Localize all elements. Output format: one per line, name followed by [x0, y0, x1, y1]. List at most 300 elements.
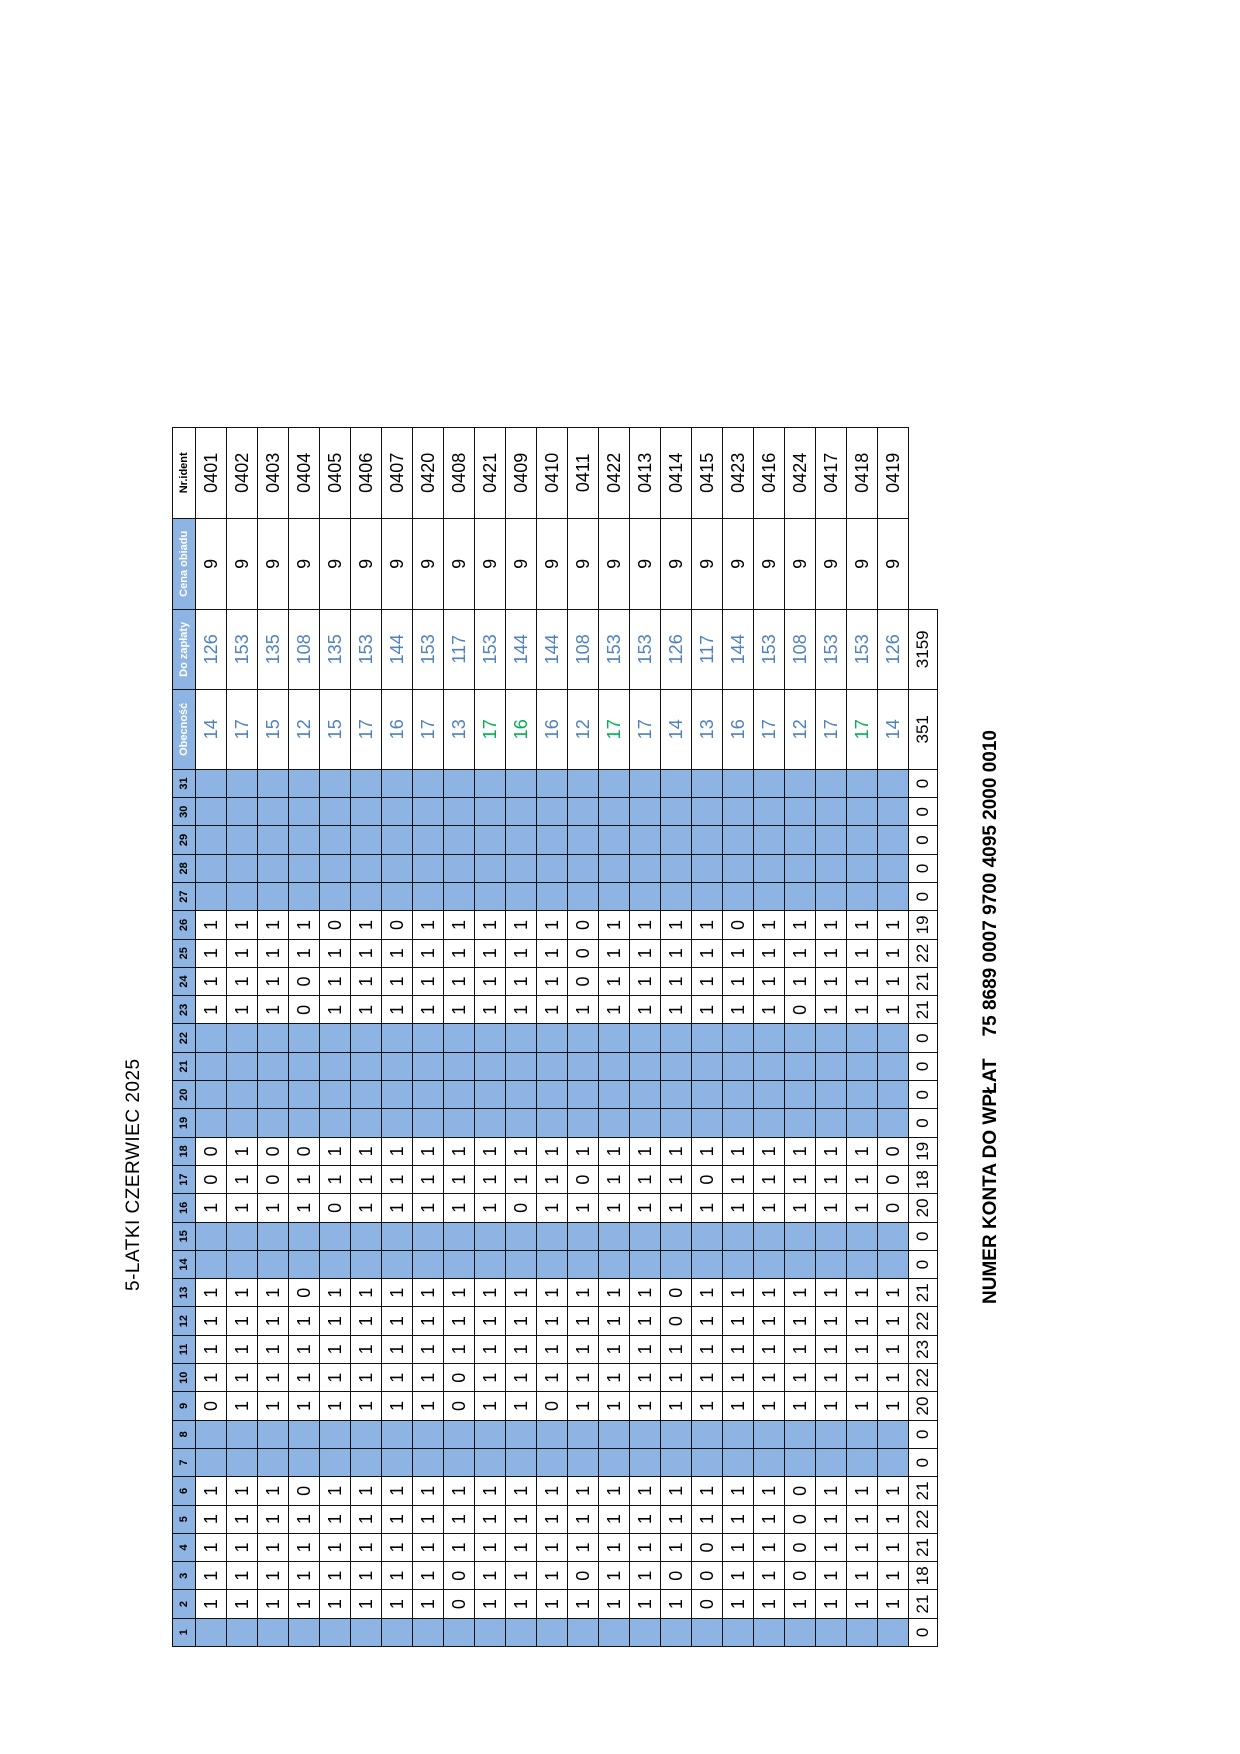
- day-cell: 1: [878, 1477, 909, 1505]
- obecnosc-cell: 17: [816, 689, 847, 769]
- day-cell: [847, 1109, 878, 1137]
- day-cell: [878, 1052, 909, 1080]
- day-cell: 1: [816, 1562, 847, 1590]
- day-cell: 1: [258, 1364, 289, 1392]
- day-cell: [568, 1448, 599, 1476]
- day-cell: [723, 1052, 754, 1080]
- day-cell: 1: [506, 1364, 537, 1392]
- do-zaplaty-cell: 144: [723, 609, 754, 689]
- day-cell: [847, 1024, 878, 1052]
- day-cell: 1: [754, 911, 785, 939]
- day-cell: [692, 826, 723, 854]
- day-cell: 1: [630, 1590, 661, 1618]
- obecnosc-cell: 14: [878, 689, 909, 769]
- day-cell: 1: [754, 1562, 785, 1590]
- day-cell: [351, 1081, 382, 1109]
- day-cell: 1: [816, 939, 847, 967]
- day-cell: [537, 1448, 568, 1476]
- day-cell: [568, 769, 599, 797]
- day-cell: [289, 1024, 320, 1052]
- header-nr-ident: Nr.ident: [173, 427, 196, 518]
- day-cell: [630, 826, 661, 854]
- total-day-cell: 18: [909, 1165, 938, 1193]
- day-cell: [568, 882, 599, 910]
- table-row: [816, 427, 847, 1646]
- day-cell: 1: [568, 1194, 599, 1222]
- table-row: [196, 427, 227, 1646]
- day-cell: [196, 1420, 227, 1448]
- total-do-zaplaty: 3159: [909, 609, 938, 689]
- day-cell: 1: [537, 1477, 568, 1505]
- day-cell: [413, 1618, 444, 1646]
- header-obecnosc: Obecność: [173, 689, 196, 769]
- day-cell: 1: [692, 967, 723, 995]
- day-cell: 1: [227, 967, 258, 995]
- day-cell: [785, 769, 816, 797]
- day-cell: [289, 1420, 320, 1448]
- table-row: [661, 427, 692, 1646]
- day-cell: 1: [723, 967, 754, 995]
- day-cell: [320, 1024, 351, 1052]
- day-cell: 1: [227, 1392, 258, 1420]
- day-cell: [537, 1024, 568, 1052]
- day-cell: 1: [661, 1392, 692, 1420]
- day-cell: 1: [630, 1392, 661, 1420]
- day-cell: 1: [692, 1307, 723, 1335]
- do-zaplaty-cell: 153: [351, 609, 382, 689]
- day-cell: [599, 798, 630, 826]
- day-cell: [599, 882, 630, 910]
- day-cell: [351, 1420, 382, 1448]
- day-cell: 1: [568, 1477, 599, 1505]
- day-cell: [785, 1618, 816, 1646]
- day-cell: [506, 1448, 537, 1476]
- nr-ident-cell: 0408: [444, 427, 475, 518]
- day-cell: 1: [289, 1533, 320, 1561]
- day-cell: [785, 798, 816, 826]
- day-cell: 0: [785, 996, 816, 1024]
- day-cell: 1: [537, 1165, 568, 1193]
- cena-cell: 9: [351, 518, 382, 609]
- day-cell: [723, 1420, 754, 1448]
- day-cell: [227, 854, 258, 882]
- day-cell: [258, 1109, 289, 1137]
- day-cell: 1: [227, 1505, 258, 1533]
- day-cell: 1: [847, 1307, 878, 1335]
- day-cell: [506, 1222, 537, 1250]
- day-cell: [227, 1109, 258, 1137]
- day-cell: 1: [506, 1307, 537, 1335]
- day-cell: 1: [754, 1533, 785, 1561]
- day-cell: 0: [692, 1590, 723, 1618]
- day-cell: 1: [196, 967, 227, 995]
- cena-cell: 9: [723, 518, 754, 609]
- nr-ident-cell: 0413: [630, 427, 661, 518]
- obecnosc-cell: 14: [661, 689, 692, 769]
- day-cell: 1: [475, 1392, 506, 1420]
- day-cell: [196, 1081, 227, 1109]
- day-cell: [692, 1420, 723, 1448]
- cena-cell: 9: [475, 518, 506, 609]
- day-cell: 1: [537, 1562, 568, 1590]
- header-do-zaplaty: Do zapłaty: [173, 609, 196, 689]
- day-cell: [692, 1052, 723, 1080]
- day-cell: 1: [289, 1194, 320, 1222]
- do-zaplaty-cell: 153: [847, 609, 878, 689]
- day-cell: 1: [878, 1392, 909, 1420]
- day-cell: 1: [444, 1279, 475, 1307]
- day-cell: 0: [506, 1194, 537, 1222]
- day-cell: [661, 882, 692, 910]
- day-cell: [599, 1222, 630, 1250]
- day-cell: [599, 1052, 630, 1080]
- day-cell: 1: [723, 1392, 754, 1420]
- day-cell: 1: [599, 1590, 630, 1618]
- day-cell: [661, 769, 692, 797]
- cena-cell: 9: [878, 518, 909, 609]
- day-cell: [692, 1109, 723, 1137]
- day-cell: 1: [723, 1533, 754, 1561]
- day-cell: [351, 854, 382, 882]
- day-cell: 1: [661, 967, 692, 995]
- day-cell: 0: [444, 1590, 475, 1618]
- day-cell: 1: [568, 1392, 599, 1420]
- day-cell: [475, 1448, 506, 1476]
- day-cell: [847, 1081, 878, 1109]
- day-cell: [537, 1222, 568, 1250]
- day-cell: 1: [227, 911, 258, 939]
- day-cell: [227, 1052, 258, 1080]
- table-row: [444, 427, 475, 1646]
- day-cell: 1: [382, 996, 413, 1024]
- day-cell: [878, 798, 909, 826]
- day-cell: 1: [692, 1137, 723, 1165]
- day-cell: [785, 1250, 816, 1278]
- day-cell: 1: [227, 996, 258, 1024]
- day-cell: 1: [506, 1137, 537, 1165]
- day-cell: 1: [258, 967, 289, 995]
- day-cell: [382, 1052, 413, 1080]
- day-cell: [630, 1052, 661, 1080]
- day-cell: 1: [320, 1562, 351, 1590]
- day-cell: 1: [568, 996, 599, 1024]
- nr-ident-cell: 0416: [754, 427, 785, 518]
- day-cell: [444, 1250, 475, 1278]
- day-cell: 1: [537, 911, 568, 939]
- total-day-cell: 23: [909, 1335, 938, 1363]
- day-cell: 1: [661, 1364, 692, 1392]
- cena-cell: 9: [568, 518, 599, 609]
- day-cell: 1: [599, 1279, 630, 1307]
- header-day-6: 6: [173, 1477, 196, 1505]
- day-cell: [506, 1420, 537, 1448]
- do-zaplaty-cell: 135: [258, 609, 289, 689]
- day-cell: 1: [537, 1194, 568, 1222]
- header-day-16: 16: [173, 1194, 196, 1222]
- day-cell: [692, 1222, 723, 1250]
- cena-cell: 9: [444, 518, 475, 609]
- cena-cell: 9: [599, 518, 630, 609]
- day-cell: 1: [196, 1307, 227, 1335]
- day-cell: [475, 769, 506, 797]
- day-cell: [785, 854, 816, 882]
- day-cell: [537, 798, 568, 826]
- day-cell: 1: [785, 1194, 816, 1222]
- day-cell: 1: [351, 1505, 382, 1533]
- day-cell: 1: [506, 996, 537, 1024]
- day-cell: 1: [878, 1562, 909, 1590]
- day-cell: 1: [847, 1533, 878, 1561]
- day-cell: [506, 798, 537, 826]
- day-cell: 1: [723, 1165, 754, 1193]
- day-cell: [382, 1448, 413, 1476]
- day-cell: [351, 1618, 382, 1646]
- day-cell: 0: [568, 1562, 599, 1590]
- day-cell: 1: [785, 1392, 816, 1420]
- do-zaplaty-cell: 117: [444, 609, 475, 689]
- day-cell: 0: [289, 1279, 320, 1307]
- obecnosc-cell: 17: [413, 689, 444, 769]
- day-cell: [413, 1222, 444, 1250]
- day-cell: 1: [289, 1364, 320, 1392]
- do-zaplaty-cell: 153: [599, 609, 630, 689]
- day-cell: 1: [816, 967, 847, 995]
- day-cell: [816, 882, 847, 910]
- total-day-cell: 20: [909, 1392, 938, 1420]
- day-cell: 1: [878, 1364, 909, 1392]
- day-cell: 1: [537, 939, 568, 967]
- day-cell: [444, 1618, 475, 1646]
- day-cell: 1: [382, 967, 413, 995]
- day-cell: 1: [692, 939, 723, 967]
- day-cell: [413, 769, 444, 797]
- nr-ident-cell: 0418: [847, 427, 878, 518]
- nr-ident-cell: 0407: [382, 427, 413, 518]
- header-day-24: 24: [173, 967, 196, 995]
- day-cell: 1: [785, 967, 816, 995]
- day-cell: [754, 1420, 785, 1448]
- day-cell: 0: [785, 1533, 816, 1561]
- day-cell: 1: [692, 996, 723, 1024]
- day-cell: 1: [599, 1194, 630, 1222]
- day-cell: 1: [351, 1392, 382, 1420]
- day-cell: 1: [630, 1194, 661, 1222]
- day-cell: [227, 1222, 258, 1250]
- day-cell: [630, 1081, 661, 1109]
- day-cell: 1: [785, 1279, 816, 1307]
- total-day-cell: 18: [909, 1562, 938, 1590]
- header-day-12: 12: [173, 1307, 196, 1335]
- day-cell: 1: [258, 1477, 289, 1505]
- day-cell: [537, 769, 568, 797]
- day-cell: 1: [692, 1279, 723, 1307]
- obecnosc-cell: 12: [785, 689, 816, 769]
- day-cell: 1: [320, 1307, 351, 1335]
- day-cell: [289, 1222, 320, 1250]
- table-row: [320, 427, 351, 1646]
- header-cena-obiadu: Cena obiadu: [173, 518, 196, 609]
- day-cell: 1: [754, 1477, 785, 1505]
- cena-cell: 9: [196, 518, 227, 609]
- day-cell: [258, 1222, 289, 1250]
- obecnosc-cell: 17: [754, 689, 785, 769]
- day-cell: [754, 1222, 785, 1250]
- day-cell: [847, 1420, 878, 1448]
- day-cell: [320, 1222, 351, 1250]
- day-cell: 1: [444, 1505, 475, 1533]
- day-cell: [289, 882, 320, 910]
- header-day-15: 15: [173, 1222, 196, 1250]
- day-cell: 0: [320, 1194, 351, 1222]
- day-cell: [723, 1618, 754, 1646]
- day-cell: [227, 798, 258, 826]
- day-cell: [475, 1420, 506, 1448]
- day-cell: [568, 1081, 599, 1109]
- day-cell: 1: [847, 967, 878, 995]
- day-cell: 1: [475, 1137, 506, 1165]
- do-zaplaty-cell: 153: [413, 609, 444, 689]
- day-cell: [258, 826, 289, 854]
- nr-ident-cell: 0419: [878, 427, 909, 518]
- day-cell: 1: [661, 1533, 692, 1561]
- day-cell: 1: [475, 1562, 506, 1590]
- day-cell: [320, 882, 351, 910]
- day-cell: 1: [382, 1505, 413, 1533]
- day-cell: 1: [785, 939, 816, 967]
- day-cell: 1: [599, 1505, 630, 1533]
- header-day-31: 31: [173, 769, 196, 797]
- day-cell: 0: [785, 1477, 816, 1505]
- day-cell: 1: [630, 911, 661, 939]
- day-cell: [351, 1024, 382, 1052]
- day-cell: 1: [723, 1307, 754, 1335]
- day-cell: 1: [599, 967, 630, 995]
- day-cell: [382, 826, 413, 854]
- day-cell: 1: [413, 1505, 444, 1533]
- day-cell: 1: [816, 1590, 847, 1618]
- day-cell: [661, 1250, 692, 1278]
- day-cell: [568, 1222, 599, 1250]
- day-cell: 0: [568, 1165, 599, 1193]
- day-cell: [413, 798, 444, 826]
- day-cell: 1: [723, 1590, 754, 1618]
- day-cell: 1: [227, 1562, 258, 1590]
- do-zaplaty-cell: 144: [506, 609, 537, 689]
- day-cell: 1: [568, 1590, 599, 1618]
- day-cell: [816, 1052, 847, 1080]
- obecnosc-cell: 12: [568, 689, 599, 769]
- day-cell: [258, 1052, 289, 1080]
- day-cell: [630, 882, 661, 910]
- day-cell: [475, 1024, 506, 1052]
- day-cell: 0: [692, 1165, 723, 1193]
- day-cell: 1: [382, 1194, 413, 1222]
- day-cell: [537, 1081, 568, 1109]
- day-cell: 1: [847, 1137, 878, 1165]
- day-cell: 1: [320, 1477, 351, 1505]
- day-cell: 1: [661, 1335, 692, 1363]
- header-day-3: 3: [173, 1562, 196, 1590]
- cena-cell: 9: [692, 518, 723, 609]
- do-zaplaty-cell: 108: [785, 609, 816, 689]
- cena-cell: 9: [754, 518, 785, 609]
- day-cell: [444, 826, 475, 854]
- day-cell: 1: [754, 939, 785, 967]
- day-cell: [537, 826, 568, 854]
- day-cell: [816, 1081, 847, 1109]
- day-cell: [444, 1222, 475, 1250]
- do-zaplaty-cell: 117: [692, 609, 723, 689]
- day-cell: 1: [599, 1392, 630, 1420]
- do-zaplaty-cell: 153: [816, 609, 847, 689]
- total-day-cell: 22: [909, 1307, 938, 1335]
- day-cell: 0: [320, 911, 351, 939]
- day-cell: [847, 854, 878, 882]
- day-cell: 1: [382, 1392, 413, 1420]
- day-cell: [413, 1448, 444, 1476]
- day-cell: [630, 854, 661, 882]
- day-cell: [599, 1109, 630, 1137]
- day-cell: [382, 1618, 413, 1646]
- day-cell: [878, 1024, 909, 1052]
- cena-cell: 9: [258, 518, 289, 609]
- header-day-23: 23: [173, 996, 196, 1024]
- day-cell: [351, 769, 382, 797]
- day-cell: [506, 1618, 537, 1646]
- day-cell: [413, 1052, 444, 1080]
- table-row: [475, 427, 506, 1646]
- day-cell: 1: [599, 1533, 630, 1561]
- day-cell: [537, 1420, 568, 1448]
- day-cell: [227, 1024, 258, 1052]
- day-cell: [692, 1618, 723, 1646]
- day-cell: [816, 769, 847, 797]
- obecnosc-cell: 16: [382, 689, 413, 769]
- cena-cell: 9: [320, 518, 351, 609]
- day-cell: [847, 882, 878, 910]
- day-cell: [413, 1420, 444, 1448]
- day-cell: [351, 798, 382, 826]
- day-cell: 1: [754, 1137, 785, 1165]
- day-cell: 1: [785, 1137, 816, 1165]
- day-cell: 1: [413, 1477, 444, 1505]
- day-cell: 1: [413, 939, 444, 967]
- account-label: NUMER KONTA DO WPŁAT: [980, 1058, 1001, 1304]
- day-cell: 1: [692, 1505, 723, 1533]
- day-cell: 1: [196, 911, 227, 939]
- page-title: 5-LATKI CZERWIEC 2025: [123, 1058, 144, 1291]
- day-cell: 1: [289, 911, 320, 939]
- day-cell: [723, 1081, 754, 1109]
- day-cell: [785, 1109, 816, 1137]
- day-cell: 1: [196, 1590, 227, 1618]
- day-cell: [754, 1081, 785, 1109]
- day-cell: 0: [196, 1392, 227, 1420]
- day-cell: [599, 1081, 630, 1109]
- day-cell: [196, 769, 227, 797]
- nr-ident-cell: 0404: [289, 427, 320, 518]
- day-cell: [599, 1618, 630, 1646]
- header-day-27: 27: [173, 882, 196, 910]
- day-cell: 1: [537, 1533, 568, 1561]
- day-cell: 1: [320, 1392, 351, 1420]
- day-cell: 1: [320, 1165, 351, 1193]
- day-cell: 1: [537, 1505, 568, 1533]
- day-cell: 1: [816, 911, 847, 939]
- day-cell: [289, 826, 320, 854]
- day-cell: 1: [847, 1165, 878, 1193]
- nr-ident-cell: 0411: [568, 427, 599, 518]
